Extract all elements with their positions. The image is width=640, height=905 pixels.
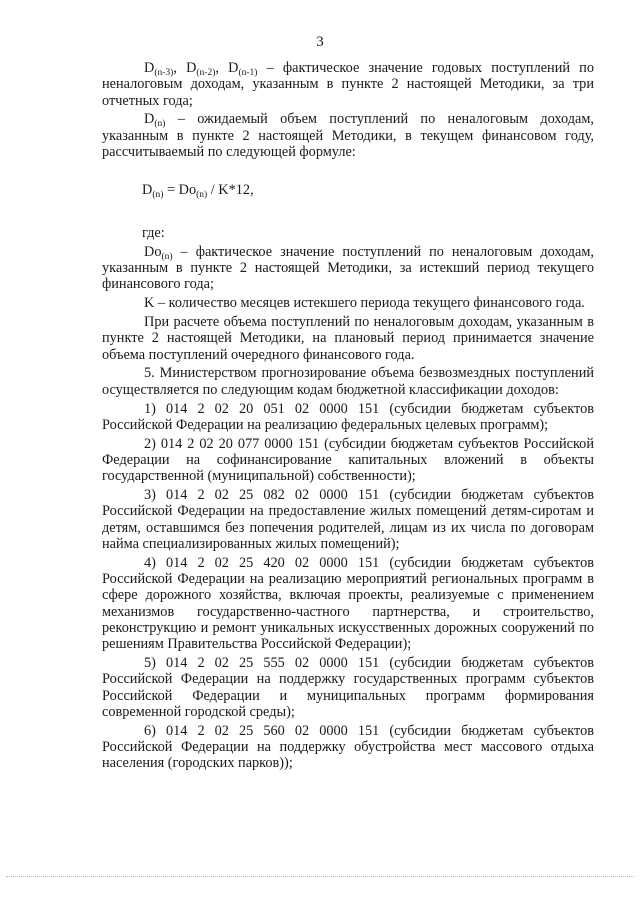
scan-artifact-line: [6, 876, 634, 877]
list-item: 2) 014 2 02 20 077 0000 151 (субсидии бюджетам субъектов Российской Федерации на софинансирование капитальных вложений в объекты государственной (муниципальной) собственности);: [102, 435, 594, 485]
subscript: (n): [152, 190, 164, 201]
paragraph-text: – фактическое значение годовых поступлений по неналоговым доходам, указанным в пункте 2 настоящей Методики, за три отчетных года;: [102, 60, 594, 109]
list-item: 4) 014 2 02 25 420 02 0000 151 (субсидии бюджетам субъектов Российской Федерации на реализацию мероприятий региональных программ в сфере дорожного хозяйства, включая проекты, реализуемые с применением механизмов государственно-частного партнерства, и строительство, реконструкцию и ремонт уникальных искусственных дорожных сооружений по решениям Правительства Российской Федерации);: [102, 554, 594, 653]
list-item: 6) 014 2 02 25 560 02 0000 151 (субсидии бюджетам субъектов Российской Федерации на поддержку обустройства мест массового отдыха населения (городских парков));: [102, 722, 594, 772]
paragraph-section-5: 5. Министерством прогнозирование объема безвозмездных поступлений осуществляется по следующим кодам бюджетной классификации доходов:: [102, 365, 594, 398]
paragraph-text: – фактическое значение поступлений по неналоговым доходам, указанным в пункте 2 настоящей Методики, за истекший период текущего финансового года;: [102, 243, 594, 293]
list-item: 5) 014 2 02 25 555 02 0000 151 (субсидии бюджетам субъектов Российской Федерации на поддержку государственных программ субъектов Российской Федерации и муниципальных программ формирования современной городской среды);: [102, 655, 594, 720]
var-d: D: [144, 111, 155, 128]
subscript: (n): [196, 190, 208, 201]
paragraph-expected-revenue: [102, 111, 594, 160]
subscript: (n): [161, 251, 173, 262]
subscript: (n-2): [196, 68, 216, 78]
formula-part: / K*12,: [207, 182, 254, 199]
paragraph-annual-revenue: [102, 60, 594, 109]
formula-part: = Do: [163, 182, 197, 199]
list-item: 3) 014 2 02 25 082 02 0000 151 (субсидии бюджетам субъектов Российской Федерации на предоставление жилых помещений детям-сиротам и детям, оставшимся без попечения родителей, лицам из их числа по договорам найма специализированных жилых помещений);: [102, 487, 594, 552]
page-number: 3: [316, 34, 324, 50]
formula: [142, 182, 594, 201]
paragraph-actual-revenue: [102, 244, 594, 293]
subscript: (n): [154, 119, 166, 130]
var-d: D: [144, 60, 155, 76]
var-d: , D: [173, 60, 197, 76]
subscript: (n-1): [238, 68, 258, 78]
subscript: (n-3): [154, 68, 174, 78]
var-d: , D: [215, 60, 239, 76]
paragraph-months: K – количество месяцев истекшего периода текущего финансового года.: [144, 295, 585, 312]
paragraph-text: – ожидаемый объем поступлений по неналоговым доходам, указанным в пункте 2 настоящей Методики, в текущем финансовом году, рассчитываемый по следующей формуле:: [102, 111, 594, 160]
where-label: где:: [142, 224, 165, 241]
formula-part: D: [142, 182, 153, 199]
paragraph-planning-period: При расчете объема поступлений по неналоговым доходам, указанным в пункте 2 настоящей Методики, на плановый период принимается значение объема поступлений очередного финансового года.: [102, 314, 594, 363]
var-do: Do: [144, 243, 162, 260]
list-item: 1) 014 2 02 20 051 02 0000 151 (субсидии бюджетам субъектов Российской Федерации на реализацию федеральных целевых программ);: [102, 400, 594, 433]
document-body: [102, 60, 594, 774]
